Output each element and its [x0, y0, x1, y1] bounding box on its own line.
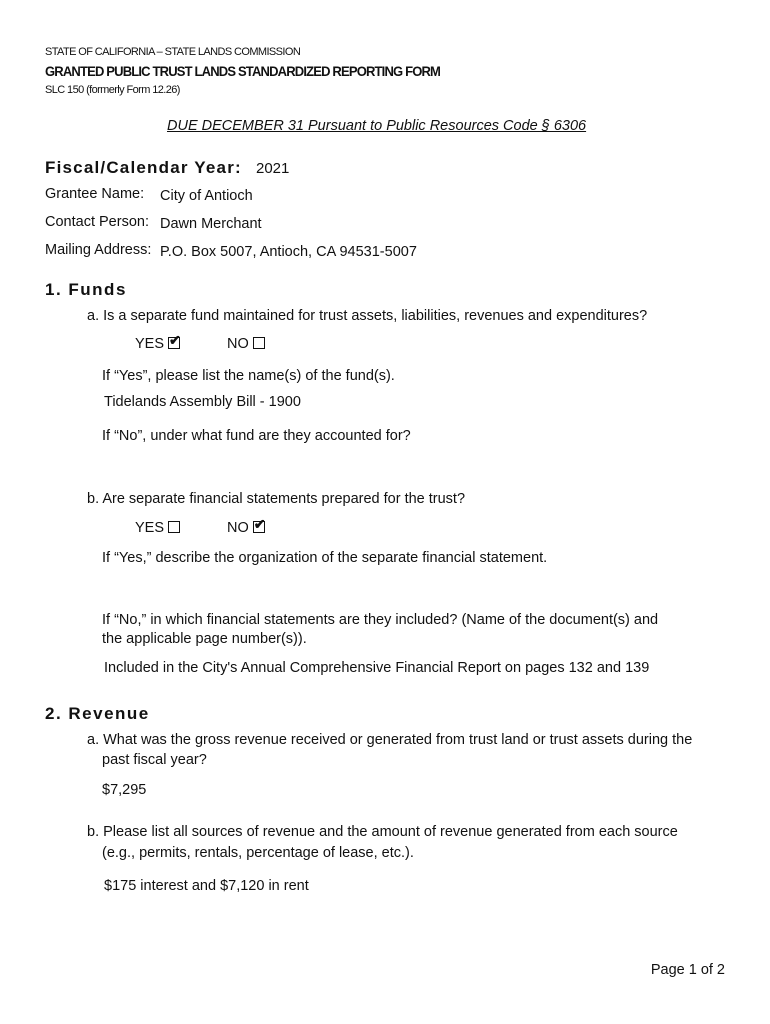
fiscal-year-value: 2021 — [256, 160, 290, 177]
section-funds-title: 1. Funds — [45, 280, 127, 299]
grantee-name-value: City of Antioch — [160, 188, 253, 204]
funds-a-no-checkbox[interactable] — [253, 337, 265, 349]
agency-header: STATE OF CALIFORNIA – STATE LANDS COMMISSION — [45, 46, 301, 58]
form-title: GRANTED PUBLIC TRUST LANDS STANDARDIZED REPORTING FORM — [45, 63, 441, 79]
funds-a-if-no-prompt: If “No”, under what fund are they accounted for? — [102, 428, 411, 444]
check-icon: ✔ — [253, 516, 266, 532]
page-number: Page 1 of 2 — [650, 962, 725, 978]
check-icon: ✔ — [169, 332, 181, 348]
funds-question-b: b. Are separate financial statements prepared for the trust? — [87, 491, 466, 507]
funds-b-yes-label: YES — [135, 520, 165, 536]
grantee-name-label: Grantee Name: — [45, 186, 145, 202]
contact-person-value: Dawn Merchant — [160, 216, 262, 232]
form-number: SLC 150 (formerly Form 12.26) — [45, 84, 180, 96]
funds-b-no-checkbox[interactable] — [253, 516, 266, 533]
funds-a-no-option — [227, 336, 265, 352]
funds-a-if-yes-prompt: If “Yes”, please list the name(s) of the fund(s). — [102, 368, 395, 384]
funds-b-no-option — [227, 516, 266, 536]
funds-b-if-no-answer: Included in the City's Annual Comprehensive Financial Report on pages 132 and 139 — [104, 660, 650, 676]
revenue-question-b-line2: (e.g., permits, rentals, percentage of lease, etc.). — [102, 845, 414, 861]
funds-b-if-no-prompt-line2: the applicable page number(s)). — [102, 631, 307, 647]
funds-b-yes-option — [135, 520, 180, 536]
funds-a-yes-label: YES — [135, 336, 165, 352]
funds-question-a: a. Is a separate fund maintained for trust assets, liabilities, revenues and expenditures? — [87, 308, 648, 324]
funds-b-if-no-prompt-line1: If “No,” in which financial statements are they included? (Name of the document(s) and — [102, 612, 659, 628]
funds-a-yes-option — [135, 332, 181, 352]
funds-b-if-yes-prompt: If “Yes,” describe the organization of the separate financial statement. — [102, 550, 548, 566]
funds-a-yes-checkbox[interactable] — [168, 332, 181, 349]
mailing-address-label: Mailing Address: — [45, 242, 152, 258]
funds-b-no-label: NO — [227, 520, 249, 536]
revenue-a-answer: $7,295 — [102, 782, 147, 798]
fiscal-year-label: Fiscal/Calendar Year: — [45, 158, 242, 177]
revenue-b-answer: $175 interest and $7,120 in rent — [104, 878, 309, 894]
revenue-question-b-line1: b. Please list all sources of revenue and the amount of revenue generated from each source — [87, 824, 678, 840]
due-line: DUE DECEMBER 31 Pursuant to Public Resources Code § 6306 — [167, 118, 587, 134]
contact-person-label: Contact Person: — [45, 214, 149, 230]
funds-a-if-yes-answer: Tidelands Assembly Bill - 1900 — [104, 394, 301, 410]
funds-b-yes-checkbox[interactable] — [168, 521, 180, 533]
revenue-question-a-line2: past fiscal year? — [102, 752, 207, 768]
revenue-question-a-line1: a. What was the gross revenue received or generated from trust land or trust assets during the — [87, 732, 693, 748]
funds-a-no-label: NO — [227, 336, 249, 352]
section-revenue-title: 2. Revenue — [45, 704, 150, 723]
mailing-address-value: P.O. Box 5007, Antioch, CA 94531-5007 — [160, 244, 417, 260]
